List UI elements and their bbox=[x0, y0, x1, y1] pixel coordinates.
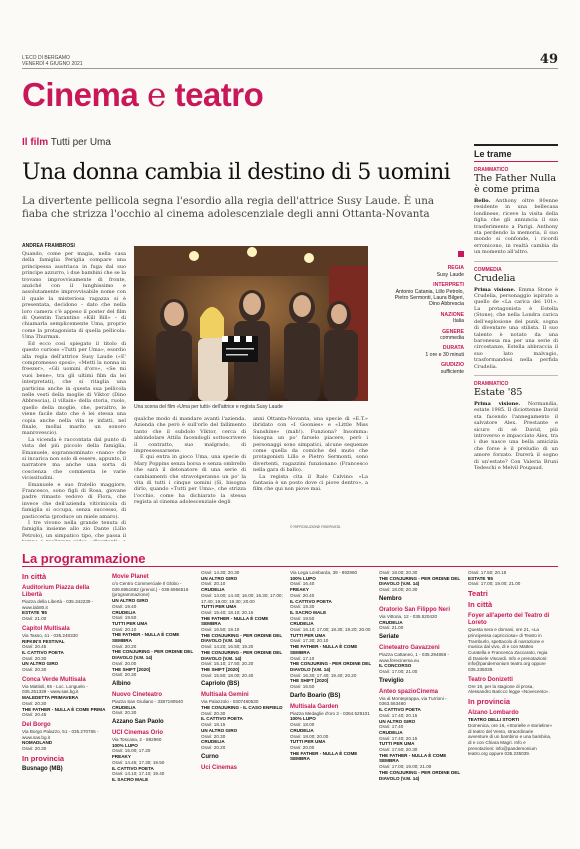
plot-genre: COMMEDIA bbox=[474, 266, 502, 273]
venue-info: Orari: 20.40 bbox=[290, 592, 315, 598]
town-name: Busnago (MB) bbox=[22, 765, 63, 772]
film-title: 100% LUPO bbox=[112, 742, 138, 748]
film-title: IL CATTIVO POETA bbox=[22, 649, 64, 655]
film-title: THE CONJURING - PER ORDINE DEL DIAVOLO (V.M. 14) bbox=[112, 649, 194, 661]
film-title: THE SHIFT [2020] bbox=[290, 678, 329, 684]
film-title: 100% LUPO bbox=[290, 575, 316, 581]
plot-genre: DRAMMATICO bbox=[474, 167, 509, 173]
film-title: UN ALTRO GIRO bbox=[22, 661, 59, 667]
article-paragraph: La regista cita il Italo Calvino: «La fantasia è un posto dove ci piove dentro», a film che qui non piove mai. bbox=[253, 473, 368, 493]
venue-info: Orari: 20.45 bbox=[22, 644, 47, 650]
town-name: Treviglio bbox=[379, 677, 404, 684]
venue-info: Orari: 16.50 bbox=[290, 684, 315, 690]
venue-info: Orari: 19.50 bbox=[112, 615, 137, 621]
venue-info: Orari: 17.00; 21.00 bbox=[379, 669, 418, 675]
venue-info: Orari: 18.00; 20.30 bbox=[379, 570, 418, 575]
venue-info: Piazza Cattaneo, 1 - 035.294868 - www.ferecinema.eu bbox=[379, 651, 449, 663]
sidebar-title: Le trame bbox=[474, 144, 558, 162]
venue-info: Via Vittoria, 12 - 035.520420 bbox=[379, 613, 438, 619]
venue-info: Orari: 20.00 bbox=[290, 744, 315, 750]
article-paragraph: I tre vivono nella grande tenuta di famiglia insieme allo zio Dante (Lillo Petrolo), un simpatico tipo, che passa il bbox=[22, 520, 126, 539]
venue-name: Nuovo Cineteatro bbox=[112, 691, 163, 698]
venue-info: Orari: 20.10 bbox=[112, 626, 137, 632]
venue-info: c/o Centro Commerciale Il Globo - 039.6951682 (prenot.) - 039.6956516 (programmazione) bbox=[112, 581, 189, 598]
film-title: IL CATTIVO POETA bbox=[290, 598, 332, 604]
film-title: CRUDELIA bbox=[201, 739, 225, 745]
fact-card-marker bbox=[458, 251, 464, 257]
town-name: Curno bbox=[201, 753, 219, 760]
film-title: ESTATE '85 bbox=[468, 575, 493, 581]
film-title: UN ALTRO GIRO bbox=[379, 718, 416, 724]
page-number: 49 bbox=[539, 52, 558, 67]
venue-info: Orari: 20.30 bbox=[22, 746, 47, 752]
film-title: THE FATHER - NULLA È COME SEMBRA bbox=[112, 632, 180, 644]
film-title: CRUDELIA bbox=[290, 727, 314, 733]
venue-info: Orari: 18.00; 20.00 bbox=[290, 733, 329, 739]
film-title: TUTTI PER UMA bbox=[379, 741, 415, 747]
town-name: Azzano San Paolo bbox=[112, 719, 164, 726]
plot-lead: Bello. bbox=[474, 198, 491, 204]
film-title: THE FATHER - NULLA È COME SEMBRA bbox=[379, 752, 447, 764]
programme-heading: In città bbox=[22, 572, 47, 581]
venue-info: Orari: 20.45 bbox=[22, 712, 47, 718]
film-title: TUTTI PER UMA bbox=[290, 632, 326, 638]
town-name: Seriate bbox=[379, 633, 400, 640]
fact-label: DURATA bbox=[442, 345, 464, 352]
masthead bbox=[22, 55, 83, 67]
venue-info: Orari: 14.10; 17.10; 19.40 bbox=[112, 771, 165, 777]
film-title: CRUDELIA bbox=[379, 619, 403, 625]
sidebar-separator bbox=[474, 261, 558, 262]
film-title: THE FATHER - NULLA È COME SEMBRA bbox=[290, 750, 358, 762]
venue-info: Orari: 17.50; 20.30 bbox=[379, 747, 418, 753]
programme-column bbox=[468, 570, 552, 840]
venue-info: Orari: 20.30 bbox=[22, 655, 47, 661]
programme-rule bbox=[22, 566, 558, 567]
fact-value: Italia bbox=[453, 318, 464, 325]
film-title: IL CATTIVO POETA bbox=[112, 765, 154, 771]
venue-info: Orari: 17.40; 20.15 bbox=[379, 735, 418, 741]
programme-column bbox=[22, 570, 106, 840]
article-paragraph: qualche modo di mandare avanti l'azienda. Azienda che però è sull'orlo del fallimento tanto che il subdolo Viktor, cerca di abbindolare Attila facendogli sottoscrivere il contratto, suo malgrado, di impressessarsene. bbox=[134, 416, 246, 455]
fact-value: commedia bbox=[440, 335, 464, 342]
plots-sidebar bbox=[474, 144, 558, 471]
venue-name: Auditorium Piazza della Libertà bbox=[22, 585, 90, 598]
venue-name: Del Borgo bbox=[22, 721, 51, 728]
film-title: CRUDELIA bbox=[112, 704, 136, 710]
venue-info: Orari: 20.20 bbox=[112, 643, 137, 649]
photo-caption: Una scena del film «Uma per tutti» dell'attrice e regista Susy Laude bbox=[134, 404, 283, 410]
programme-title: La programmazione bbox=[22, 551, 146, 566]
film-title: TUTTI PER UMA bbox=[201, 604, 237, 610]
film-title: MALEDETTA PRIMAVERA bbox=[22, 695, 79, 701]
film-title: THE SHIFT [2020] bbox=[201, 666, 240, 672]
venue-info: Orari: 21.00 bbox=[379, 625, 404, 631]
venue-name: Cineteatro Gavazzeni bbox=[379, 644, 440, 651]
film-title: UN ALTRO GIRO bbox=[112, 598, 149, 604]
venue-name: UCI Cinemas Orio bbox=[112, 730, 164, 737]
film-title: THE FATHER - NULLA È COME SEMBRA bbox=[290, 644, 358, 655]
fact-label: NAZIONE bbox=[440, 311, 464, 318]
venue-info: Orari: 20.30 bbox=[112, 710, 137, 716]
venue-info: Orari: 16.40 bbox=[290, 581, 315, 587]
venue-name: Multisala Gemini bbox=[201, 692, 249, 699]
film-title: THE CONJURING - PER ORDINE DEL DIAVOLO (V.M. 14) bbox=[379, 575, 461, 587]
fact-value: sufficiente bbox=[440, 368, 464, 375]
plot-text: Prima visione. Normandia, estate 1985. Il diciottenne David sta facendo l'annegamento il salvatore Alex. Prestante e sicuro di sé David, più introverso e impacciato Alex, tra i due nasce una bella amicizia che forse è il preludio di un amore forzato. Durerà il sogno di un'estate? Con Valeria Bruni Tedeschi e Melvil Poupaud. bbox=[474, 400, 558, 471]
film-title: UN ALTRO GIRO bbox=[201, 575, 238, 581]
film-title: TUTTI PER UMA bbox=[290, 739, 326, 745]
film-title: 100% LUPO bbox=[290, 716, 316, 722]
venue-info: Via Toscana, 2 - 892960 bbox=[112, 737, 162, 743]
venue-info: Orari: 17.40 bbox=[379, 724, 404, 730]
programme-heading: In città bbox=[468, 600, 493, 610]
film-title: THE CONJURING - PER ORDINE DEL DIAVOLO (V.M. 14) bbox=[201, 649, 283, 661]
programme-heading: In provincia bbox=[468, 697, 511, 707]
town-name: Darfo Boario (BS) bbox=[290, 692, 341, 699]
fact-label: GIUDIZIO bbox=[440, 362, 464, 369]
venue-info: Orari: 20.30 bbox=[22, 667, 47, 673]
programme-column bbox=[290, 570, 374, 840]
venue-info: Orari: 18.00; 20.30 bbox=[379, 587, 418, 593]
plot-lead: Prima visione. bbox=[474, 400, 521, 407]
film-still-photo bbox=[134, 246, 368, 401]
article-paragraph: Emanuele e suo fratello maggiore, Francesco, sono figli di Rosa, giovane padre rimasto vedovo di Flora, che invece che dell'azienda vitivinicola di famiglia si occupa, senza successo, di pasticceria (produce un miele amaro). bbox=[22, 481, 126, 520]
article-column-1 bbox=[22, 251, 126, 541]
venue-info: Piazza San Giuliano - 3387190540 bbox=[112, 698, 183, 704]
programme-heading: In provincia bbox=[22, 753, 65, 763]
newspaper-name: L'ECO DI BERGAMO bbox=[22, 55, 70, 61]
article-column-3 bbox=[253, 416, 368, 522]
programme-column bbox=[112, 570, 196, 840]
venue-name: Foyer all'aperto del Teatro di Loreto bbox=[468, 613, 550, 627]
venue-info: Orari: 15.40; 18.10; 20.15 bbox=[201, 609, 254, 615]
film-title: THE FATHER - NULLA È COME PRIMA bbox=[22, 706, 106, 712]
film-title: CRUDELIA bbox=[379, 729, 403, 735]
venue-info: Orari: 16.50; 19.10 bbox=[201, 627, 240, 633]
plot-text: Bello. Anthony oltre 80enne residente in una bellecasa londinese, riceve la visita della figlia che gli annuncia il suo trasferimento a Parigi. Anthony sta perdendo la memoria, il suo mondo si confonde, i ricordi erronicono, in realtà cambia da un momento all'altro. bbox=[474, 198, 558, 256]
film-fact-card bbox=[384, 251, 464, 375]
venue-info: Orari: 15.10; 17.50; 20.20 bbox=[201, 661, 254, 667]
film-title: THE SHIFT [2020] bbox=[112, 666, 151, 672]
venue-name: Movie Planet bbox=[112, 574, 149, 580]
venue-name: Alzano Lombardo bbox=[468, 710, 519, 717]
film-title: THE CONJURING - PER ORDINE DEL DIAVOLO (V.M. 14) bbox=[290, 661, 372, 672]
venue-name: Uci Cinemas bbox=[201, 764, 238, 771]
film-title: TEATRO DELLI STORTI bbox=[468, 717, 520, 723]
venue-info: Orari: 14.20; 16.50; 19.20 bbox=[201, 644, 254, 650]
venue-info: Via al Monteprappa, via Turrioni - 0363.563460 bbox=[379, 695, 447, 707]
top-rule bbox=[22, 68, 558, 69]
venue-info: Orari: 17.00; 19.00; 21.00 bbox=[468, 581, 521, 587]
venue-info: Orari: 14.00; 14.40; 16.00; 16.30; 17.00; 17.40; 19.00; 19.30; 20.00 bbox=[201, 592, 283, 604]
venue-info: Orari: 20.00 bbox=[112, 660, 137, 666]
venue-info: Orari: 14.30; 20.30 bbox=[201, 570, 240, 575]
fact-value: Susy Laude bbox=[436, 271, 464, 278]
film-title: FREAKY bbox=[112, 754, 131, 760]
film-title: FREAKY bbox=[290, 587, 309, 593]
venue-info: Via Borgo Palazzo, 51 - 035.270765 - www.sas.bg.it bbox=[22, 728, 99, 740]
venue-info: Orari: 20.10 bbox=[201, 581, 226, 587]
fact-label: REGIA bbox=[447, 265, 464, 272]
plot-title: Estate '85 bbox=[474, 386, 523, 398]
venue-info: Piazza della Libertà - 035.342239 - www.lab80.it bbox=[22, 599, 94, 610]
plot-genre: DRAMMATICO bbox=[474, 380, 509, 387]
venue-info: Orari: 17.40; 20.15 bbox=[379, 712, 418, 718]
issue-date: VENERDÌ 4 GIUGNO 2021 bbox=[22, 61, 83, 67]
film-title: CRUDELIA bbox=[201, 587, 225, 593]
venue-info: Orari: 20.30 bbox=[112, 672, 137, 678]
film-title: TUTTI PER UMA bbox=[112, 620, 148, 626]
venue-info: Orari: 19.40 bbox=[112, 603, 137, 609]
programme-column bbox=[201, 570, 285, 840]
film-title: THE FATHER - NULLA È COME SEMBRA bbox=[201, 615, 269, 627]
venue-info: Orari: 20.30 bbox=[201, 733, 226, 739]
article-paragraph: Ed ecco così spiegato il titolo di questo curioso «Tutti per Uma», esordio alla regia dell'attrice Susy Laude («E' compromesso sposi», «Metti la nonna in freezer», «Gli uomini d'oro», «Se mi vuoi bene», tra gli ultimi film da lei interpretati), che si ritaglia una particina anche in questa sua pellicola nelle vesti della moglie di Viktor (Dino Abbrescia), il villain» della storia, ruolo, quello della moglie, che, peraltro, le viene facile dato che è lei stessa una copia anche nella vita (e infatti, nel finale, mollai marito un sonoro manrovescio). bbox=[22, 340, 126, 437]
venue-info: Via Palazzolo - 0307460530 bbox=[201, 699, 259, 705]
venue-info: Orari: 20.30 bbox=[22, 700, 47, 706]
fact-value: 1 ore e 30 minuti bbox=[425, 351, 464, 358]
headline: Una donna cambia il destino di 5 uomini bbox=[22, 160, 451, 185]
venue-info: Orari: 19.50 bbox=[290, 615, 315, 621]
film-title: IL SACRO MALE bbox=[112, 776, 149, 782]
film-title: IL CONCORSO bbox=[379, 663, 412, 669]
film-title: IL CATTIVO POETA bbox=[201, 716, 243, 722]
venue-info: Ore 19, per la stagione di prosa, Alessandro Baricco legge «Novecento». bbox=[468, 683, 550, 695]
article-paragraph: La vicenda è raccontata dal punto di vista del più piccolo della famiglia, Emanuele, soprannominato «nano» che si incarica non solo di essere, appunto, il narratore ma anche una sorta di coscienza che commenta le varie vicissitudini. bbox=[22, 436, 126, 482]
venue-info: Orari: 16.30; 17.40; 19.40; 20.20 bbox=[290, 672, 357, 678]
fact-label: GENERE bbox=[442, 328, 464, 335]
programme-column bbox=[379, 570, 463, 840]
article-column-2 bbox=[134, 416, 246, 546]
film-title: THE CONJURING - IL CASO ENFIELD bbox=[201, 705, 283, 711]
plot-text: Prima visione. Emma Stone è Crudelia, personaggio ispirato a quello de «La carica dei 101». La protagonista è Estella (Stone), che nella Londra carica dell'esplosione del punk, sogna di diventare una stilista. Il suo talento è notato da una baronessa ma per una serie di circostanze, Estella abbraccia il suo lato malvagio, trasformandosi nella perfida Crudelia. bbox=[474, 286, 558, 370]
fact-label: INTERPRETI bbox=[433, 282, 464, 289]
venue-name: Multisala Garden bbox=[290, 703, 339, 710]
venue-info: Orari: 14.45; 17.30; 19.50 bbox=[112, 759, 165, 765]
copyright-notice: © RIPRODUZIONE RISERVATA bbox=[290, 525, 341, 529]
photo-illustration bbox=[134, 246, 368, 401]
venue-name: Conca Verde Multisala bbox=[22, 676, 86, 683]
plot-title: Crudelia bbox=[474, 272, 516, 284]
film-title: THE CONJURING - PER ORDINE DEL DIAVOLO (V.M. 14) bbox=[379, 769, 461, 781]
town-name: Albino bbox=[112, 680, 131, 687]
venue-info: Orari: 17.30; 20.10 bbox=[290, 638, 329, 644]
film-title: CRUDELIA bbox=[290, 621, 314, 627]
venue-info: Via Lega Lombarda, 39 - 892960 bbox=[290, 570, 358, 575]
article-paragraph: anni Ottanta-Novanta, una specie di «E.T.» ibridato con «I Goonies» e «Little Miss Sunshine» (mah!). Funziona? Insomma: bisogna un po' farselo piacere, però i personaggi sono simpatici, alcune sequenze come quella da comiche del muto che protagonisti Lillo e Pietro Sermonti, sono divertenti, ragazzini funzionano (Francesco nella gara di ballo). bbox=[253, 416, 368, 474]
film-title: RIFKIN'S FESTIVAL bbox=[22, 638, 65, 644]
venue-info: Orari: 17.50; 20.15 bbox=[468, 570, 507, 575]
venue-name: Capitol Multisala bbox=[22, 625, 70, 632]
article-paragraph: E qui entra in gioco Uma, una specie di Mary Poppins senza borsa e senza ombrello che sarà il detonatore di una serie di cambiamenti che stravolgeranno un po' la vita di tutti i cinque uomini (Sì, bisogna dirlo, quando «Tutti per Uma», che strizza l'occhio, come ha dichiarato la stessa regista al cinema adolescenziale degli bbox=[134, 454, 246, 506]
film-title: ESTATE '85 bbox=[22, 610, 47, 616]
venue-info: Orari: 18.00 bbox=[290, 722, 315, 728]
venue-info: Orari: 18.15 bbox=[201, 722, 226, 728]
venue-info: Domenica, ore 16, «Storielle e storieline» di teatro del Vento, straordinarie avventure di un bambino e una bambina, di e con Chiara Magri. Info e prenotazioni: info@pandemonium teatro.org oppure 035.235039. bbox=[468, 722, 552, 757]
fact-value: Antonio Catania, Lillo Petrolo, Pietro Sermonti, Laura Bilgeri, Dino Abbrescia bbox=[394, 288, 464, 308]
venue-name: Anteo spazioCinema bbox=[379, 688, 439, 695]
film-title: UN ALTRO GIRO bbox=[201, 727, 238, 733]
venue-info: Piazza Medaglie d'oro 2 - 0364.529101 bbox=[290, 710, 370, 716]
film-title: THE CONJURING - PER ORDINE DEL DIAVOLO (V.M. 14) bbox=[201, 632, 283, 644]
venue-info: Orari: 17.10 bbox=[290, 655, 315, 661]
venue-info: Orari: 19.30 bbox=[290, 604, 315, 610]
town-name: Capriolo (BS) bbox=[201, 681, 240, 688]
venue-info: Orari: 20.20 bbox=[201, 744, 226, 750]
byline: ANDREA FRAMBROSI bbox=[22, 243, 75, 249]
film-title: NOMADLAND bbox=[22, 740, 53, 746]
venue-info: Orari: 15.00; 17.20 bbox=[112, 748, 151, 754]
sidebar-separator bbox=[474, 375, 558, 376]
venue-info: Orari: 15.50; 18.00; 20.40 bbox=[201, 672, 254, 678]
kicker: Il film Tutti per Uma bbox=[22, 137, 111, 148]
town-name: Nembro bbox=[379, 595, 402, 602]
venue-info: Questa sera e domani, ore 21, «La principessa capricciosa» di Teatro in Tramburlo, spettacolo di narrazione e musica dal vivo, di e con Matteo Curatella e Francesca Zaccarato, regia di Daniele Viscardi. Info e prenotazioni: info@pandemonium teatro.org oppure 035.235039. bbox=[468, 627, 548, 673]
venue-name: Teatro Donizetti bbox=[468, 676, 513, 683]
article-paragraph: Quando, come per magia, nella casa della famiglia Periglia compare una principessa austriaca in fuga dal suo principe azzurro, i due bambini che se la trovano improvvisamente di fronte, anziché con il lunghissimo e assolutamente improvvisabile nome con il quale la misteriosa ragazza si è presentata, decidono – dato che nella loro camera c'è appeso il poster del film di Quentin Tarantino «Kill Bill» – di chiamarla semplicemente Uma, proprio come la protagonista di quella pellicola: Uma Thurman. bbox=[22, 251, 126, 341]
venue-info: Via Mattioli, 65 - Loc. Longuelo - 035.251339 - www.sas.bg.it bbox=[22, 683, 88, 695]
plot-lead: Prima visione. bbox=[474, 286, 516, 293]
venue-info: Orari: 17.00; 19.00; 21.00 bbox=[379, 764, 432, 770]
subheadline: La divertente pellicola segna l'esordio alla regia dell'attrice Susy Laude. È una fiaba che strizza l'occhio al cinema adolescenziale degli anni Ottanta-Novanta bbox=[22, 195, 434, 220]
venue-info: Via Tasso, 41 - 035.248330 bbox=[22, 632, 78, 638]
film-title: CRUDELIA bbox=[112, 609, 136, 615]
plot-title: The Father Nulla è come prima bbox=[474, 173, 556, 195]
venue-info: Orari: 16.10; 17.00; 18.30; 19.20; 20.00 bbox=[290, 627, 371, 633]
film-title: IL SACRO MALE bbox=[290, 609, 327, 615]
programme-heading: Teatri bbox=[468, 589, 488, 599]
venue-info: Orari: 20.30 bbox=[201, 710, 226, 716]
film-title: IL CATTIVO POETA bbox=[379, 707, 421, 713]
section-title: Cinema e teatro bbox=[22, 75, 264, 114]
venue-info: Orari: 21.00 bbox=[22, 616, 47, 622]
venue-name: Oratorio San Filippo Neri bbox=[379, 606, 451, 613]
